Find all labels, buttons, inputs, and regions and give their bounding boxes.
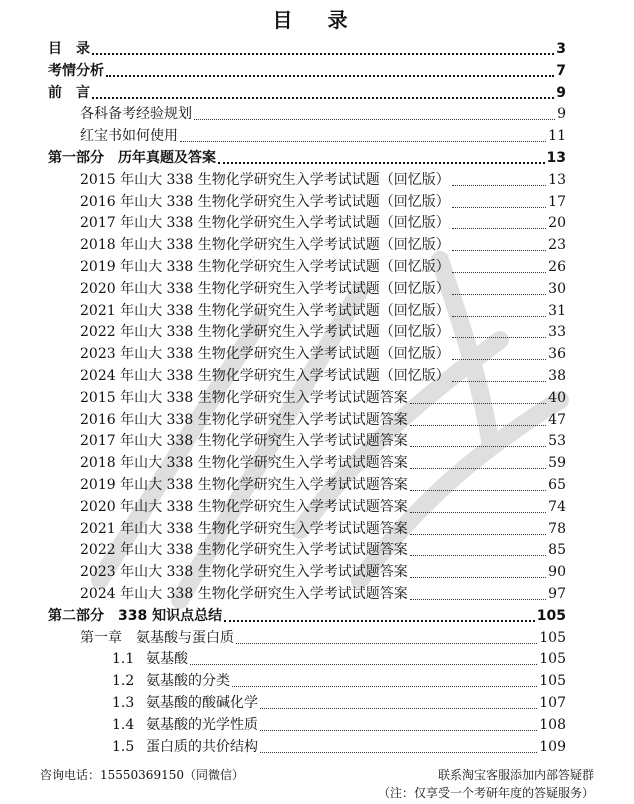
toc-page-number: 105 bbox=[539, 673, 566, 690]
toc-entry[interactable] bbox=[48, 147, 566, 169]
toc-entry-number: 1.3 bbox=[112, 695, 135, 711]
toc-entry[interactable] bbox=[80, 409, 566, 431]
toc-entry[interactable] bbox=[80, 387, 566, 409]
toc-entry-label bbox=[80, 365, 450, 387]
toc-entry-label bbox=[80, 627, 234, 649]
toc-entry-label bbox=[80, 430, 408, 452]
toc-leader-dots bbox=[224, 619, 535, 622]
toc-entry[interactable] bbox=[80, 627, 566, 649]
toc-entry-text: 2018 年山大 338 生物化学研究生入学考试试题答案 bbox=[80, 455, 408, 472]
toc-entry-number: 1.5 bbox=[112, 738, 135, 755]
toc-entry-text: 红宝书如何使用 bbox=[80, 128, 178, 145]
toc-entry-text: 2017 年山大 338 生物化学研究生入学考试试题答案 bbox=[80, 433, 408, 450]
toc-leader-dots bbox=[410, 467, 546, 469]
page-title: 目 录 bbox=[272, 8, 362, 32]
toc-entry-text: 前 言 bbox=[48, 84, 90, 101]
toc-page-number: 36 bbox=[548, 346, 566, 363]
toc-entry-text: 目 录 bbox=[48, 41, 90, 57]
toc-entry-label bbox=[80, 300, 450, 322]
toc-entry[interactable] bbox=[80, 452, 566, 474]
toc-leader-dots bbox=[260, 729, 537, 731]
toc-leader-dots bbox=[190, 663, 537, 665]
toc-entry-label bbox=[80, 278, 450, 300]
toc-entry[interactable] bbox=[112, 736, 566, 758]
toc-entry[interactable] bbox=[80, 430, 566, 452]
toc-page-number: 9 bbox=[556, 84, 566, 101]
toc-page-number: 53 bbox=[548, 433, 566, 450]
toc-entry-text: 2020 年山大 338 生物化学研究生入学考试试题答案 bbox=[80, 498, 408, 515]
toc-entry-text: 2024 年山大 338 生物化学研究生入学考试试题答案 bbox=[80, 586, 408, 602]
toc-entry-text: 各科备考经验规划 bbox=[80, 106, 192, 123]
toc-entry-text: 2017 年山大 338 生物化学研究生入学考试试题（回忆版） bbox=[80, 215, 450, 232]
toc-entry-text: 第二部分 338 知识点总结 bbox=[48, 607, 223, 624]
toc-entry-label bbox=[80, 452, 408, 474]
toc-leader-dots bbox=[236, 642, 537, 644]
toc-entry-label bbox=[80, 387, 408, 409]
toc-entry-text: 考情分析 bbox=[48, 62, 104, 79]
toc-leader-dots bbox=[410, 576, 546, 578]
toc-leader-dots bbox=[218, 161, 545, 164]
toc-entry[interactable] bbox=[112, 692, 566, 714]
toc-page-number: 40 bbox=[548, 389, 566, 406]
toc-page-number: 90 bbox=[548, 564, 566, 581]
toc-page-number: 33 bbox=[548, 324, 566, 341]
toc-entry-label bbox=[80, 103, 192, 125]
toc-leader-dots bbox=[92, 96, 554, 99]
toc-leader-dots bbox=[410, 424, 546, 426]
toc-entry-label bbox=[48, 38, 90, 60]
toc-entry[interactable] bbox=[80, 125, 566, 147]
toc-entry-label bbox=[112, 670, 230, 692]
toc-entry-label bbox=[48, 605, 222, 627]
toc-entry[interactable] bbox=[48, 60, 566, 82]
toc-entry[interactable] bbox=[80, 343, 566, 365]
toc-entry-text: 2015 年山大 338 生物化学研究生入学考试试题（回忆版） bbox=[80, 171, 450, 188]
toc-leader-dots bbox=[410, 554, 546, 556]
toc-leader-dots bbox=[410, 402, 546, 404]
toc-entry[interactable] bbox=[112, 670, 566, 692]
toc-page-number: 59 bbox=[548, 455, 566, 472]
toc-entry-label bbox=[80, 343, 450, 365]
toc-entry[interactable] bbox=[112, 714, 566, 736]
toc-entry-label bbox=[80, 583, 408, 605]
toc-entry-text: 2015 年山大 338 生物化学研究生入学考试试题答案 bbox=[80, 389, 408, 406]
toc-page-number: 107 bbox=[539, 695, 566, 711]
toc-entry-label bbox=[112, 648, 188, 670]
toc-entry-text: 2018 年山大 338 生物化学研究生入学考试试题（回忆版） bbox=[80, 237, 450, 254]
toc-entry[interactable] bbox=[48, 38, 566, 60]
toc-entry-number: 1.2 bbox=[112, 673, 135, 690]
toc-entry-text: 2019 年山大 338 生物化学研究生入学考试试题（回忆版） bbox=[80, 259, 450, 275]
toc-leader-dots bbox=[92, 52, 554, 55]
footer-contact: 联系淘宝客服添加内部答疑群 bbox=[437, 768, 594, 782]
toc-entry[interactable] bbox=[80, 321, 566, 343]
toc-page-number: 7 bbox=[556, 62, 566, 79]
toc-entry-label bbox=[112, 714, 258, 736]
toc-entry[interactable] bbox=[80, 365, 566, 387]
toc-leader-dots bbox=[452, 336, 546, 338]
toc-entry-text: 2021 年山大 338 生物化学研究生入学考试试题答案 bbox=[80, 520, 408, 537]
toc-entry[interactable] bbox=[80, 234, 566, 256]
toc-page-number: 108 bbox=[539, 716, 566, 733]
toc-leader-dots bbox=[452, 184, 546, 186]
toc-page-number: 9 bbox=[557, 106, 566, 123]
toc-entry[interactable] bbox=[48, 605, 566, 627]
toc-entry-label bbox=[80, 212, 450, 234]
toc-entry-label bbox=[80, 409, 408, 431]
toc-entry-text: 2022 年山大 338 生物化学研究生入学考试试题答案 bbox=[80, 542, 408, 559]
toc-page-number: 3 bbox=[556, 41, 566, 57]
toc-entry-text: 氨基酸的分类 bbox=[146, 673, 230, 690]
toc-entry-label bbox=[80, 561, 408, 583]
toc-entry-text: 2024 年山大 338 生物化学研究生入学考试试题（回忆版） bbox=[80, 368, 450, 384]
toc-page-number: 97 bbox=[548, 586, 566, 602]
toc-leader-dots bbox=[410, 511, 546, 513]
toc-entry[interactable] bbox=[80, 474, 566, 496]
toc-entry[interactable] bbox=[80, 583, 566, 605]
toc-leader-dots bbox=[452, 358, 546, 360]
toc-entry[interactable] bbox=[80, 256, 566, 278]
toc-leader-dots bbox=[410, 533, 546, 535]
toc-entry-text: 2016 年山大 338 生物化学研究生入学考试试题答案 bbox=[80, 411, 408, 428]
toc-leader-dots bbox=[260, 707, 537, 709]
toc-entry[interactable] bbox=[80, 278, 566, 300]
toc-page-number: 30 bbox=[548, 280, 566, 297]
toc-entry-text: 2023 年山大 338 生物化学研究生入学考试试题答案 bbox=[80, 564, 408, 581]
toc-entry-text: 2023 年山大 338 生物化学研究生入学考试试题（回忆版） bbox=[80, 346, 450, 363]
toc-leader-dots bbox=[452, 206, 546, 208]
toc-entry-text: 第一部分 历年真题及答案 bbox=[48, 150, 216, 166]
footer-phone: 咨询电话：15550369150（同微信） bbox=[40, 768, 244, 782]
toc-leader-dots bbox=[452, 315, 546, 317]
toc-entry-label bbox=[48, 147, 216, 169]
toc-page-number: 26 bbox=[548, 259, 566, 275]
toc-page-number: 105 bbox=[539, 651, 566, 668]
toc-page-number: 47 bbox=[548, 411, 566, 428]
toc-entry-text: 2022 年山大 338 生物化学研究生入学考试试题（回忆版） bbox=[80, 324, 450, 341]
toc-entry-label bbox=[80, 169, 450, 191]
toc-page-number: 13 bbox=[548, 171, 566, 188]
toc-page-number: 11 bbox=[548, 128, 566, 145]
toc-leader-dots bbox=[106, 74, 554, 77]
toc-page-number: 23 bbox=[548, 237, 566, 254]
toc-page-number: 85 bbox=[548, 542, 566, 559]
toc-entry-text: 2020 年山大 338 生物化学研究生入学考试试题（回忆版） bbox=[80, 280, 450, 297]
toc-entry[interactable] bbox=[80, 300, 566, 322]
toc-leader-dots bbox=[452, 293, 546, 295]
toc-entry-text: 蛋白质的共价结构 bbox=[146, 738, 258, 755]
toc-entry[interactable] bbox=[112, 648, 566, 670]
toc-entry-label bbox=[80, 539, 408, 561]
toc-page-number: 65 bbox=[548, 477, 566, 493]
toc-page-number: 109 bbox=[539, 738, 566, 755]
toc-page-number: 74 bbox=[548, 498, 566, 515]
toc-page-number: 105 bbox=[536, 607, 566, 624]
toc-page-number: 31 bbox=[548, 302, 566, 319]
toc-entry[interactable] bbox=[80, 496, 566, 518]
toc-entry-number: 1.4 bbox=[112, 716, 135, 733]
toc-entry-label bbox=[80, 518, 408, 540]
toc-page-number: 78 bbox=[548, 520, 566, 537]
toc-entry-label bbox=[80, 496, 408, 518]
toc-entry-label bbox=[112, 692, 258, 714]
toc-leader-dots bbox=[452, 249, 546, 251]
toc-entry-label bbox=[80, 234, 450, 256]
toc-entry[interactable] bbox=[80, 212, 566, 234]
toc-entry[interactable] bbox=[80, 539, 566, 561]
toc-entry-text: 氨基酸的光学性质 bbox=[146, 716, 258, 733]
toc-leader-dots bbox=[410, 598, 546, 600]
toc-page-number: 38 bbox=[548, 368, 566, 384]
toc-entry-label bbox=[80, 256, 450, 278]
toc-leader-dots bbox=[410, 489, 546, 491]
toc-leader-dots bbox=[232, 685, 537, 687]
toc-page-number: 13 bbox=[546, 150, 566, 166]
toc-entry-text: 2019 年山大 338 生物化学研究生入学考试试题答案 bbox=[80, 477, 408, 493]
toc-leader-dots bbox=[180, 140, 546, 142]
toc-page-number: 17 bbox=[548, 193, 566, 210]
toc-entry-number: 1.1 bbox=[112, 651, 135, 668]
toc-entry-text: 氨基酸的酸碱化学 bbox=[146, 695, 258, 711]
toc-page-number: 20 bbox=[548, 215, 566, 232]
toc-leader-dots bbox=[260, 751, 537, 753]
toc-page-number: 105 bbox=[539, 629, 566, 646]
toc-entry[interactable] bbox=[80, 191, 566, 213]
toc-entry-text: 第一章 氨基酸与蛋白质 bbox=[80, 629, 234, 646]
toc-entry-label bbox=[48, 60, 104, 82]
toc-leader-dots bbox=[452, 271, 546, 273]
toc-entry-label bbox=[80, 191, 450, 213]
toc-entry-label bbox=[48, 82, 90, 104]
toc-leader-dots bbox=[194, 118, 555, 120]
toc-leader-dots bbox=[452, 227, 546, 229]
toc-entry[interactable] bbox=[80, 561, 566, 583]
toc-leader-dots bbox=[410, 445, 546, 447]
toc-entry[interactable] bbox=[80, 103, 566, 125]
toc-entry-text: 2021 年山大 338 生物化学研究生入学考试试题（回忆版） bbox=[80, 302, 450, 319]
toc-entry[interactable] bbox=[48, 82, 566, 104]
toc-entry-text: 2016 年山大 338 生物化学研究生入学考试试题（回忆版） bbox=[80, 193, 450, 210]
toc-leader-dots bbox=[452, 380, 546, 382]
toc-entry[interactable] bbox=[80, 169, 566, 191]
toc-entry-label bbox=[112, 736, 258, 758]
toc-entry[interactable] bbox=[80, 518, 566, 540]
toc-entry-text: 氨基酸 bbox=[146, 651, 188, 668]
toc-entry-label bbox=[80, 125, 178, 147]
toc-entry-label bbox=[80, 474, 408, 496]
toc-entry-label bbox=[80, 321, 450, 343]
footer-note: （注：仅享受一个考研年度的答疑服务） bbox=[377, 786, 594, 800]
